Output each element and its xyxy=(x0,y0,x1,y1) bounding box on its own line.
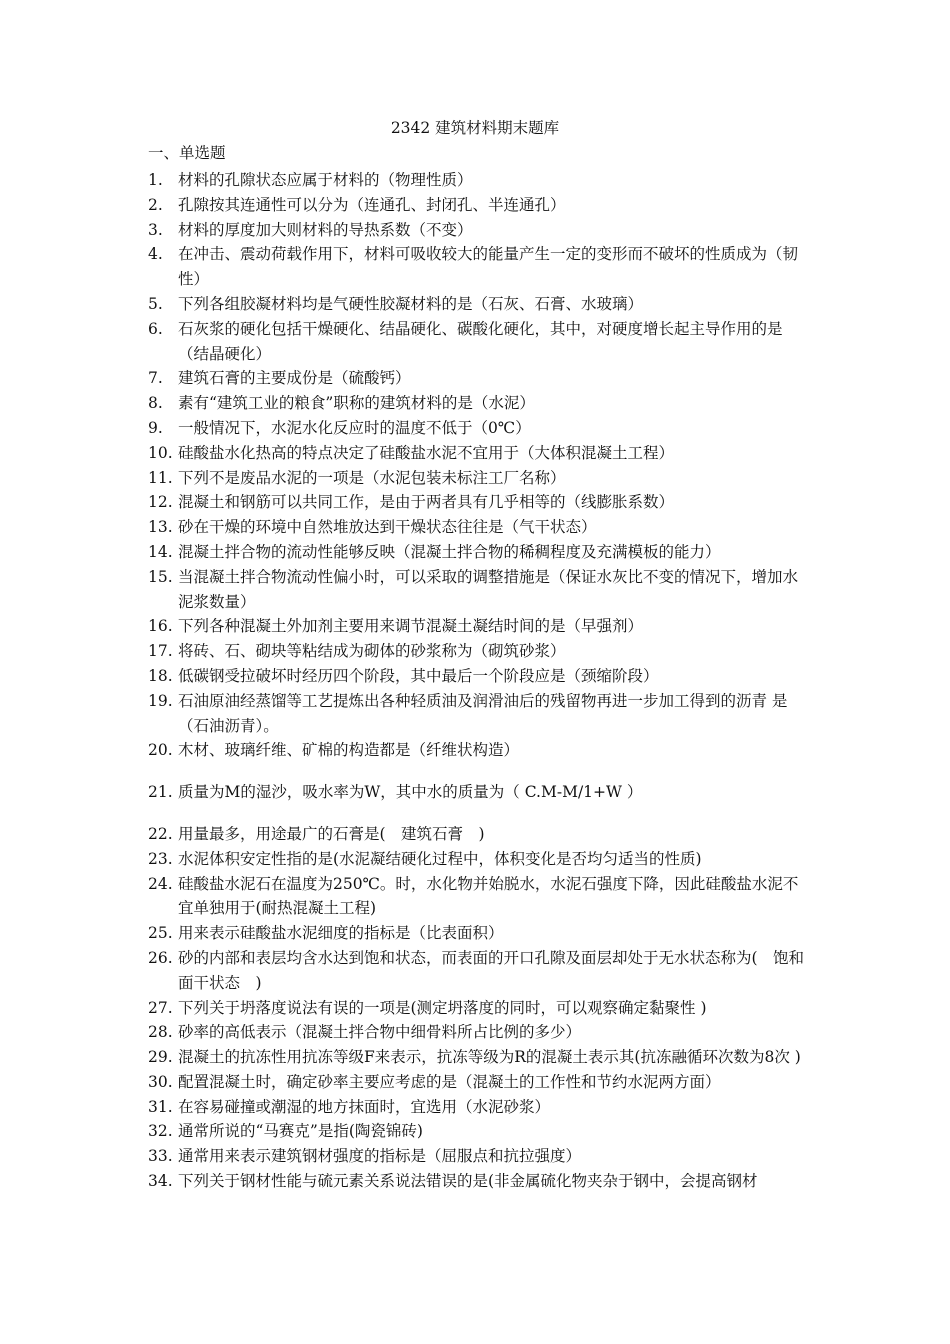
question-number: 3. xyxy=(148,220,163,239)
question-text: 将砖、石、砌块等粘结成为砌体的砂浆称为（砌筑砂浆） xyxy=(178,642,566,661)
question-text: 混凝土的抗冻性用抗冻等级F来表示，抗冻等级为R的混凝土表示其(抗冻融循环次数为8次 ) xyxy=(178,1048,801,1067)
question-number: 34. xyxy=(148,1172,173,1191)
question-number: 5. xyxy=(148,294,163,313)
question-number: 2. xyxy=(148,195,163,214)
question-item xyxy=(0,822,950,847)
question-text: 当混凝土拌合物流动性偏小时，可以采取的调整措施是（保证水灰比不变的情况下，增加水泥浆数量） xyxy=(178,567,799,611)
question-text: 木材、玻璃纤维、矿棉的构造都是（纤维状构造） xyxy=(178,741,520,760)
question-item xyxy=(0,242,950,292)
question-number: 13. xyxy=(148,518,173,537)
question-text: 石灰浆的硬化包括干燥硬化、结晶硬化、碳酸化硬化，其中，对硬度增长起主导作用的是（结晶硬化） xyxy=(178,319,783,363)
question-text: 孔隙按其连通性可以分为（连通孔、封闭孔、半连通孔） xyxy=(178,195,566,214)
question-number: 6. xyxy=(148,319,163,338)
question-text: 通常用来表示建筑钢材强度的指标是（屈服点和抗拉强度） xyxy=(178,1147,582,1166)
question-number: 12. xyxy=(148,493,173,512)
question-number: 10. xyxy=(148,443,173,462)
question-number: 11. xyxy=(148,468,173,487)
question-item xyxy=(0,565,950,615)
question-item xyxy=(0,1144,950,1169)
question-text: 下列各组胶凝材料均是气硬性胶凝材料的是（石灰、石膏、水玻璃） xyxy=(178,294,644,313)
question-number: 14. xyxy=(148,542,173,561)
question-number: 24. xyxy=(148,874,173,893)
question-item xyxy=(0,441,950,466)
question-item xyxy=(0,946,950,996)
question-text: 砂率的高低表示（混凝土拌合物中细骨料所占比例的多少） xyxy=(178,1023,582,1042)
question-number: 19. xyxy=(148,691,173,710)
question-number: 16. xyxy=(148,617,173,636)
question-text: 硅酸盐水化热高的特点决定了硅酸盐水泥不宜用于（大体积混凝土工程） xyxy=(178,443,675,462)
question-item xyxy=(0,689,950,739)
question-item xyxy=(0,921,950,946)
question-number: 28. xyxy=(148,1023,173,1042)
question-text: 通常所说的“马赛克”是指(陶瓷锦砖) xyxy=(178,1122,423,1141)
question-item xyxy=(0,168,950,193)
question-number: 33. xyxy=(148,1147,173,1166)
question-list xyxy=(0,168,950,1194)
question-item xyxy=(0,540,950,565)
question-text: 砂在干燥的环境中自然堆放达到干燥状态往往是（气干状态） xyxy=(178,518,597,537)
question-item xyxy=(0,515,950,540)
question-number: 27. xyxy=(148,998,173,1017)
question-text: 下列不是废品水泥的一项是（水泥包装未标注工厂名称） xyxy=(178,468,566,487)
question-item xyxy=(0,416,950,441)
question-item xyxy=(0,738,950,763)
question-text: 建筑石膏的主要成份是（硫酸钙） xyxy=(178,369,411,388)
question-text: 配置混凝土时，确定砂率主要应考虑的是（混凝土的工作性和节约水泥两方面） xyxy=(178,1072,721,1091)
document-title: 2342 建筑材料期末题库 xyxy=(390,119,560,137)
question-item xyxy=(0,1119,950,1144)
question-text: 低碳钢受拉破坏时经历四个阶段，其中最后一个阶段应是（颈缩阶段） xyxy=(178,666,659,685)
question-text: 下列关于钢材性能与硫元素关系说法错误的是(非金属硫化物夹杂于钢中，会提高钢材 xyxy=(178,1172,758,1191)
question-item xyxy=(0,639,950,664)
question-item xyxy=(0,664,950,689)
question-number: 29. xyxy=(148,1048,173,1067)
question-number: 15. xyxy=(148,567,173,586)
question-text: 用来表示硅酸盐水泥细度的指标是（比表面积） xyxy=(178,924,504,943)
question-item xyxy=(0,1070,950,1095)
question-item xyxy=(0,366,950,391)
question-number: 20. xyxy=(148,741,173,760)
question-item xyxy=(0,193,950,218)
question-number: 4. xyxy=(148,245,163,264)
question-text: 下列各种混凝土外加剂主要用来调节混凝土凝结时间的是（早强剂） xyxy=(178,617,644,636)
question-number: 7. xyxy=(148,369,163,388)
question-number: 17. xyxy=(148,642,173,661)
question-item xyxy=(0,1020,950,1045)
question-text: 在冲击、震动荷载作用下，材料可吸收较大的能量产生一定的变形而不破坏的性质成为（韧性） xyxy=(178,245,799,289)
question-item xyxy=(0,847,950,872)
question-number: 18. xyxy=(148,666,173,685)
question-text: 在容易碰撞或潮湿的地方抹面时，宜选用（水泥砂浆） xyxy=(178,1097,551,1116)
question-item xyxy=(0,317,950,367)
question-text: 砂的内部和表层均含水达到饱和状态，而表面的开口孔隙及面层却处于无水状态称为( 饱和面干状态 ) xyxy=(178,948,805,992)
question-number: 25. xyxy=(148,924,173,943)
question-text: 混凝土和钢筋可以共同工作，是由于两者具有几乎相等的（线膨胀系数） xyxy=(178,493,675,512)
question-text: 混凝土拌合物的流动性能够反映（混凝土拌合物的稀稠程度及充满模板的能力） xyxy=(178,542,721,561)
question-text: 下列关于坍落度说法有误的一项是(测定坍落度的同时，可以观察确定黏聚性 ) xyxy=(178,998,707,1017)
question-number: 9. xyxy=(148,418,163,437)
question-item xyxy=(0,780,950,805)
question-item xyxy=(0,466,950,491)
question-text: 一般情况下，水泥水化反应时的温度不低于（0℃） xyxy=(178,418,531,437)
question-text: 素有“建筑工业的粮食”职称的建筑材料的是（水泥） xyxy=(178,394,535,413)
question-text: 用量最多，用途最广的石膏是( 建筑石膏 ) xyxy=(178,824,485,843)
question-item xyxy=(0,614,950,639)
question-text: 质量为M的湿沙，吸水率为W，其中水的质量为（ C.M-M/1+W ） xyxy=(178,783,643,802)
question-number: 1. xyxy=(148,171,163,189)
section-heading: 一、单选题 xyxy=(148,144,226,162)
question-number: 32. xyxy=(148,1122,173,1141)
question-item xyxy=(0,391,950,416)
question-number: 21. xyxy=(148,783,173,802)
question-text: 材料的厚度加大则材料的导热系数（不变） xyxy=(178,220,473,239)
question-item xyxy=(0,996,950,1021)
question-number: 23. xyxy=(148,849,173,868)
question-text: 材料的孔隙状态应属于材料的（物理性质） xyxy=(178,171,473,189)
question-item xyxy=(0,1169,950,1194)
question-item xyxy=(0,218,950,243)
question-item xyxy=(0,872,950,922)
question-number: 22. xyxy=(148,824,173,843)
question-number: 26. xyxy=(148,948,173,967)
question-text: 硅酸盐水泥石在温度为250℃。时，水化物并始脱水，水泥石强度下降，因此硅酸盐水泥不宜单独用于(耐热混凝土工程) xyxy=(178,874,799,918)
question-text: 水泥体积安定性指的是(水泥凝结硬化过程中，体积变化是否均匀适当的性质) xyxy=(178,849,702,868)
question-item xyxy=(0,1045,950,1070)
question-item xyxy=(0,1095,950,1120)
question-item xyxy=(0,292,950,317)
question-number: 31. xyxy=(148,1097,173,1116)
question-number: 30. xyxy=(148,1072,173,1091)
question-number: 8. xyxy=(148,394,163,413)
question-item xyxy=(0,490,950,515)
question-text: 石油原油经蒸馏等工艺提炼出各种轻质油及润滑油后的残留物再进一步加工得到的沥青 是（石油沥青）。 xyxy=(178,691,788,735)
